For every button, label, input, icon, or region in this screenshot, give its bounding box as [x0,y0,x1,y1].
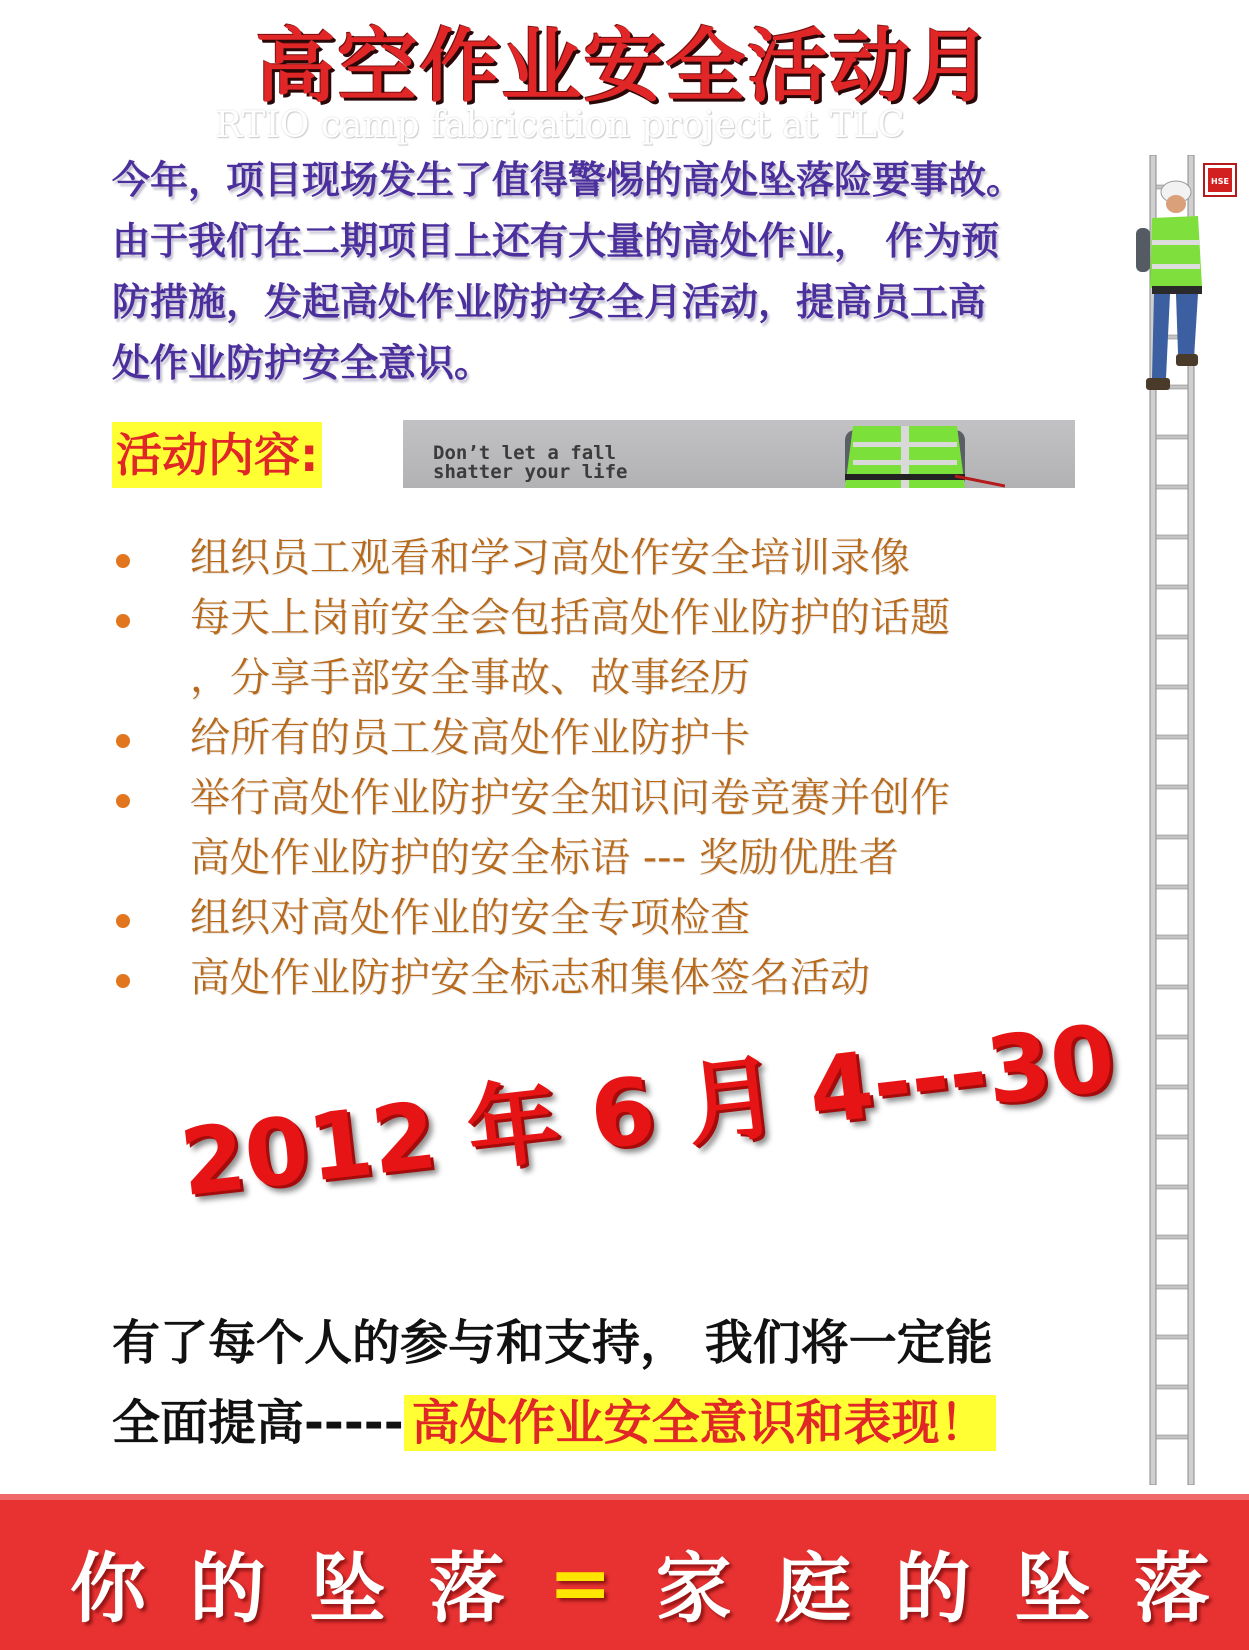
ladder-rung [1156,835,1188,839]
climbing-worker-icon [1130,178,1210,410]
bullet-dot-icon [116,614,130,628]
activity-item-line: 组织对高处作业的安全专项检查 [190,895,750,941]
activity-item [112,948,1092,1008]
activity-list [112,528,1092,1008]
activity-item [112,708,1092,768]
ladder-rung [1156,1385,1188,1389]
ladder-rung [1156,735,1188,739]
ladder-rung [1156,1135,1188,1139]
ladder-rung [1156,885,1188,889]
footer-slogan-char: 你 [70,1543,146,1633]
bullet-dot-icon [116,794,130,808]
footer-slogan-char: 的 [894,1543,971,1633]
footer-slogan [70,1532,1210,1632]
ladder-rung [1156,1085,1188,1089]
closing-line [112,1383,1112,1463]
activity-item [112,888,1092,948]
ladder-rung [1156,685,1188,689]
bullet-dot-icon [116,554,130,568]
activity-item [112,528,1092,588]
ladder-rung [1156,785,1188,789]
project-subtitle: RTIO camp fabrication project at TLC [215,105,905,146]
activity-item-line: 组织员工观看和学习高处作安全培训录像 [190,535,910,581]
intro-line: 处作业防护安全意识。 [112,341,493,385]
date-stamp [173,1004,1121,1240]
footer-slogan-char: 家 [655,1543,732,1633]
footer-slogan-char: 坠 [1014,1543,1091,1633]
ladder-rung [1156,585,1188,589]
ladder-rung [1156,1235,1188,1239]
footer-slogan-char: 坠 [309,1543,386,1633]
ladder-rung [1156,485,1188,489]
ladder-rung [1156,635,1188,639]
ladder-rung [1156,535,1188,539]
footer-slogan-char: 的 [189,1543,266,1633]
activity-item-line: 举行高处作业防护安全知识问卷竞赛并创作 [190,775,950,821]
activity-content-label: 活动内容: [112,422,322,488]
ladder-rung [1156,1335,1188,1339]
activity-item-line: 给所有的员工发高处作业防护卡 [190,715,750,761]
activity-item-line: 高处作业防护的安全标语 --- 奖励优胜者 [190,835,899,881]
ladder-rung [1156,435,1188,439]
footer-slogan-char: 落 [428,1543,505,1633]
event-date: 2012 年 6 月 4---30 [175,1004,1121,1218]
intro-line: 今年，项目现场发生了值得警惕的高处坠落险要事故。 [112,158,1025,202]
closing-statement [112,1303,1112,1463]
hse-sign-icon [1203,163,1237,197]
activity-item [112,768,1092,888]
intro-paragraph [112,150,1132,394]
fall-safety-banner [403,420,1075,488]
activity-item-line: 高处作业防护安全标志和集体签名活动 [190,955,870,1001]
footer-slogan-char: 庭 [775,1543,852,1633]
intro-line: 由于我们在二期项目上还有大量的高处作业， 作为预 [112,219,1000,263]
footer-slogan-char: 落 [1133,1543,1210,1633]
activity-item [112,588,1092,708]
bullet-dot-icon [116,974,130,988]
closing-highlight: 高处作业安全意识和表现！ [404,1395,996,1451]
ladder-rung [1156,1035,1188,1039]
intro-line: 防措施，发起高处作业防护安全月活动，提高员工高 [112,280,987,324]
activity-item-line: 每天上岗前安全会包括高处作业防护的话题 [190,595,950,641]
ladder-rung [1156,1435,1188,1439]
ladder-rung [1156,935,1188,939]
hse-sign-label: HSE [1211,177,1229,186]
footer-slogan-band [0,1494,1249,1650]
footer-slogan-char: = [548,1537,612,1627]
banner-slogan: Don’t let a fall shatter your life [433,442,628,483]
bullet-dot-icon [116,914,130,928]
ladder-rung [1156,985,1188,989]
ladder-rung [1156,1185,1188,1189]
worker-vest-icon [805,420,1005,488]
activity-item-line: ，分享手部安全事故、故事经历 [190,655,750,701]
bullet-dot-icon [116,734,130,748]
closing-line: 有了每个人的参与和支持， 我们将一定能 [112,1315,993,1371]
closing-prefix: 全面提高----- [112,1395,404,1451]
poster-title: 高空作业安全活动月 [255,20,994,113]
ladder-rung [1156,1285,1188,1289]
